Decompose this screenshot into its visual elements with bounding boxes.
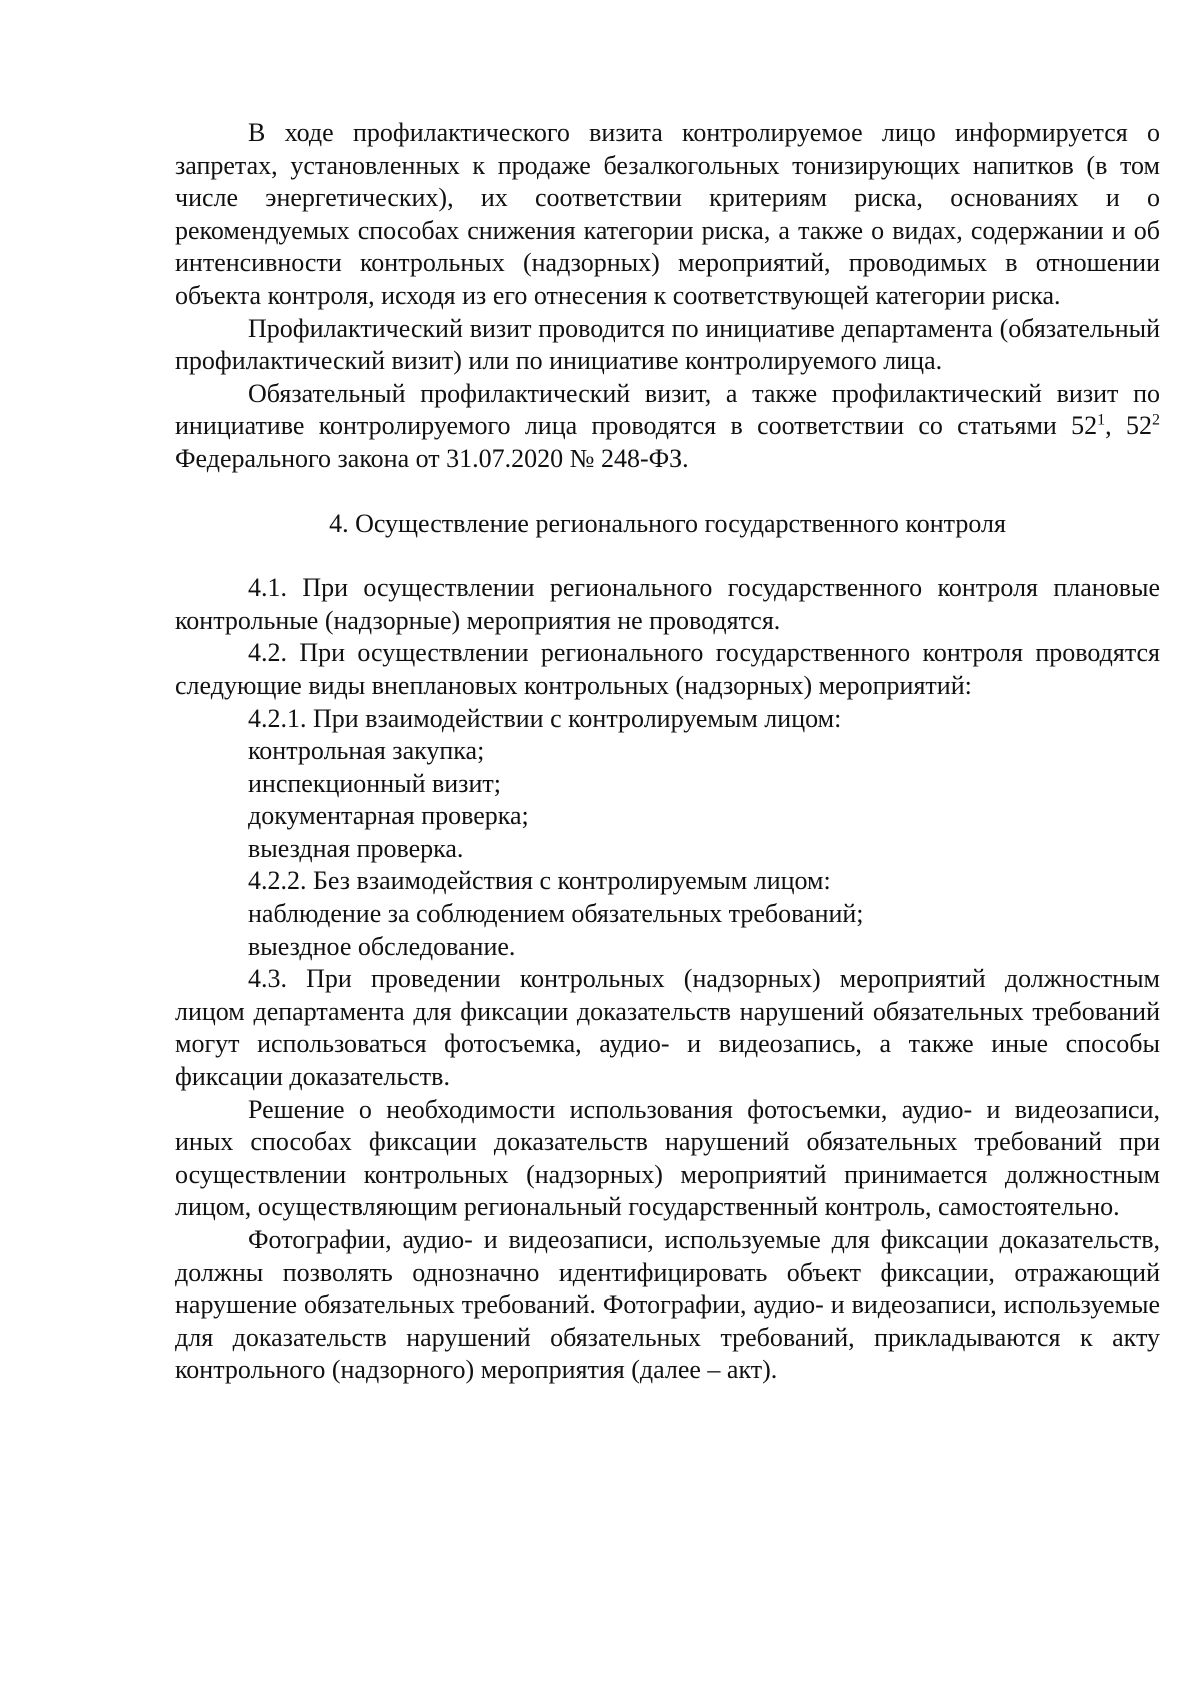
superscript-1: 1	[1097, 411, 1106, 429]
document-page	[175, 117, 1160, 1387]
item-4-1: 4.1. При осуществлении регионального государственного контроля плановые контрольные (надзорные) мероприятия не проводятся.	[175, 573, 1160, 635]
paragraph-photos-recordings: Фотографии, аудио- и видеозаписи, используемые для фиксации доказательств, должны позволять однозначно идентифицировать объект фиксации, отражающий нарушение обязательных требований. Фотографии, аудио- и видеозаписи, используемые для доказательств нарушений обязательных требований, прикладываются к акту контрольного (надзорного) мероприятия (далее – акт).	[175, 1225, 1160, 1385]
item-4-2-1: 4.2.1. При взаимодействии с контролируемым лицом:	[248, 703, 842, 733]
list-item: инспекционный визит;	[248, 768, 501, 798]
superscript-2: 2	[1152, 411, 1160, 429]
mandatory-visit-text-c: Федерального закона от 31.07.2020 № 248-ФЗ.	[175, 443, 689, 473]
paragraph-recording-decision: Решение о необходимости использования фотосъемки, аудио- и видеозаписи, иных способах фиксации доказательств нарушений обязательных требований при осуществлении контрольных (надзорных) мероприятий принимается должностным лицом, осуществляющим региональный государственный контроль, самостоятельно.	[175, 1094, 1160, 1222]
section-heading: 4. Осуществление регионального государственного контроля	[329, 508, 1006, 538]
list-item: документарная проверка;	[248, 801, 529, 831]
paragraph-visit-initiative: Профилактический визит проводится по инициативе департамента (обязательный профилактический визит) или по инициативе контролируемого лица.	[175, 313, 1160, 376]
paragraph-mandatory-visit	[175, 378, 1160, 476]
mandatory-visit-text-a: Обязательный профилактический визит, а также профилактический визит по инициативе контролируемого лица проводятся в соответствии со статьями 52	[175, 378, 1160, 441]
item-4-2: 4.2. При осуществлении регионального государственного контроля проводятся следующие виды внеплановых контрольных (надзорных) мероприятий:	[175, 638, 1160, 700]
list-item: наблюдение за соблюдением обязательных требований;	[248, 899, 864, 929]
list-item: выездное обследование.	[248, 931, 516, 961]
paragraph-visit-info: В ходе профилактического визита контролируемое лицо информируется о запретах, установленных к продаже безалкогольных тонизирующих напитков (в том числе энергетических), их соответствии критериям риска, основаниях и о рекомендуемых способах снижения категории риска, а также о видах, содержании и об интенсивности контрольных (надзорных) мероприятий, проводимых в отношении объекта контроля, исходя из его отнесения к соответствующей категории риска.	[175, 118, 1160, 310]
mandatory-visit-text-b: , 52	[1105, 411, 1152, 441]
item-4-2-2: 4.2.2. Без взаимодействия с контролируемым лицом:	[248, 866, 831, 896]
item-4-3: 4.3. При проведении контрольных (надзорных) мероприятий должностным лицом департамента для фиксации доказательств нарушений обязательных требований могут использоваться фотосъемка, аудио- и видеозапись, а также иные способы фиксации доказательств.	[175, 964, 1160, 1092]
list-item: контрольная закупка;	[248, 736, 485, 766]
list-item: выездная проверка.	[248, 833, 464, 863]
